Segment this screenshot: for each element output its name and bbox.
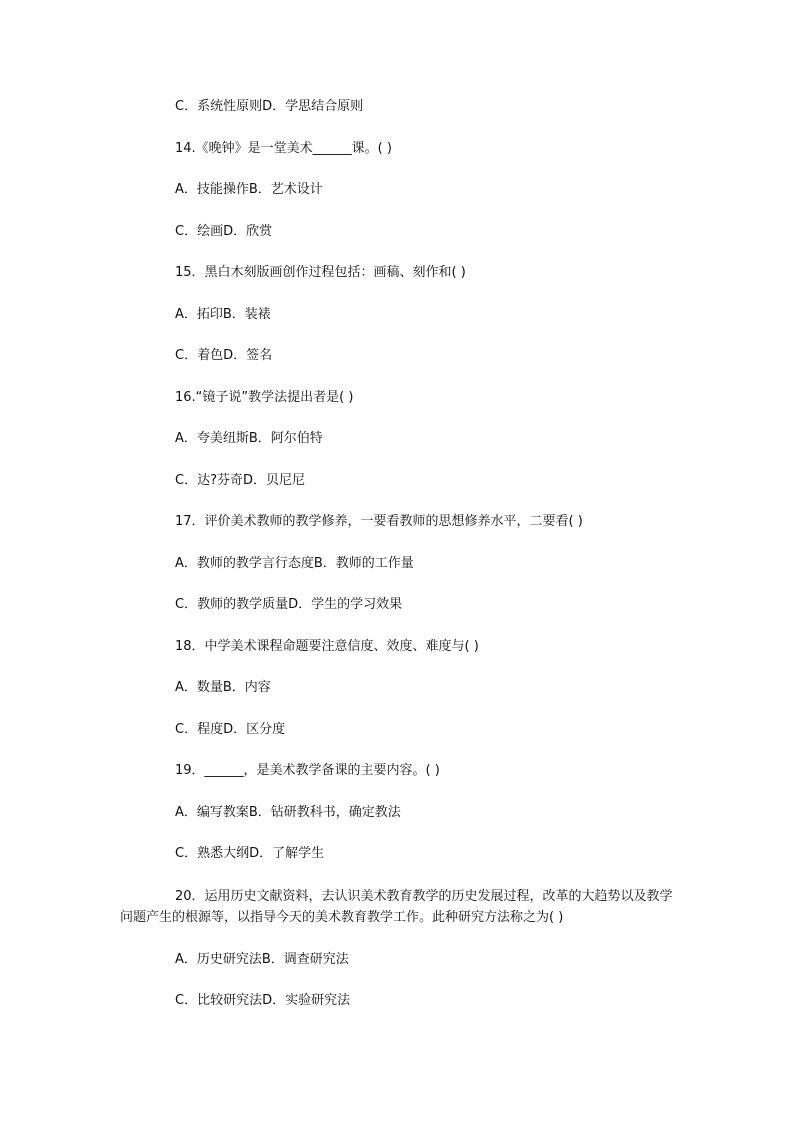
question-20: 20．运用历史文献资料，去认识美术教育教学的历史发展过程，改革的大趋势以及教学问题产生的根源等，以指导今天的美术教育教学工作。此种研究方法称之为( ) [120,889,673,925]
q19-options-cd: C．熟悉大纲D．了解学生 [175,846,325,861]
q13-options-cd: C．系统性原则D．学思结合原则 [175,99,364,114]
q17-options-cd: C．教师的教学质量D．学生的学习效果 [175,597,403,612]
q14-options-cd: C．绘画D．欣赏 [175,224,273,239]
q18-options-cd: C．程度D．区分度 [175,722,286,737]
q16-options-ab: A．夸美纽斯B．阿尔伯特 [175,431,323,446]
q19-options-ab: A．编写教案B．钻研教科书，确定教法 [175,805,401,820]
q20-options-ab: A．历史研究法B．调查研究法 [175,952,349,967]
q17-options-ab: A．教师的教学言行态度B．教师的工作量 [175,556,414,571]
question-18: 18．中学美术课程命题要注意信度、效度、难度与( ) [175,639,479,654]
q15-options-cd: C．着色D．签名 [175,348,273,363]
q14-options-ab: A．技能操作B．艺术设计 [175,182,323,197]
q16-options-cd: C．达?芬奇D．贝尼尼 [175,473,305,488]
q20-options-cd: C．比较研究法D．实验研究法 [175,993,351,1008]
question-19: 19．______，是美术教学备课的主要内容。( ) [175,763,440,778]
question-15: 15．黑白木刻版画创作过程包括：画稿、刻作和( ) [175,265,466,280]
question-14: 14.《晚钟》是一堂美术______课。( ) [175,141,392,156]
q18-options-ab: A．数量B．内容 [175,680,271,695]
question-16: 16.“镜子说”教学法提出者是( ) [175,390,354,405]
question-17: 17．评价美术教师的教学修养，一要看教师的思想修养水平，二要看( ) [175,514,583,529]
q15-options-ab: A．拓印B．装裱 [175,307,271,322]
